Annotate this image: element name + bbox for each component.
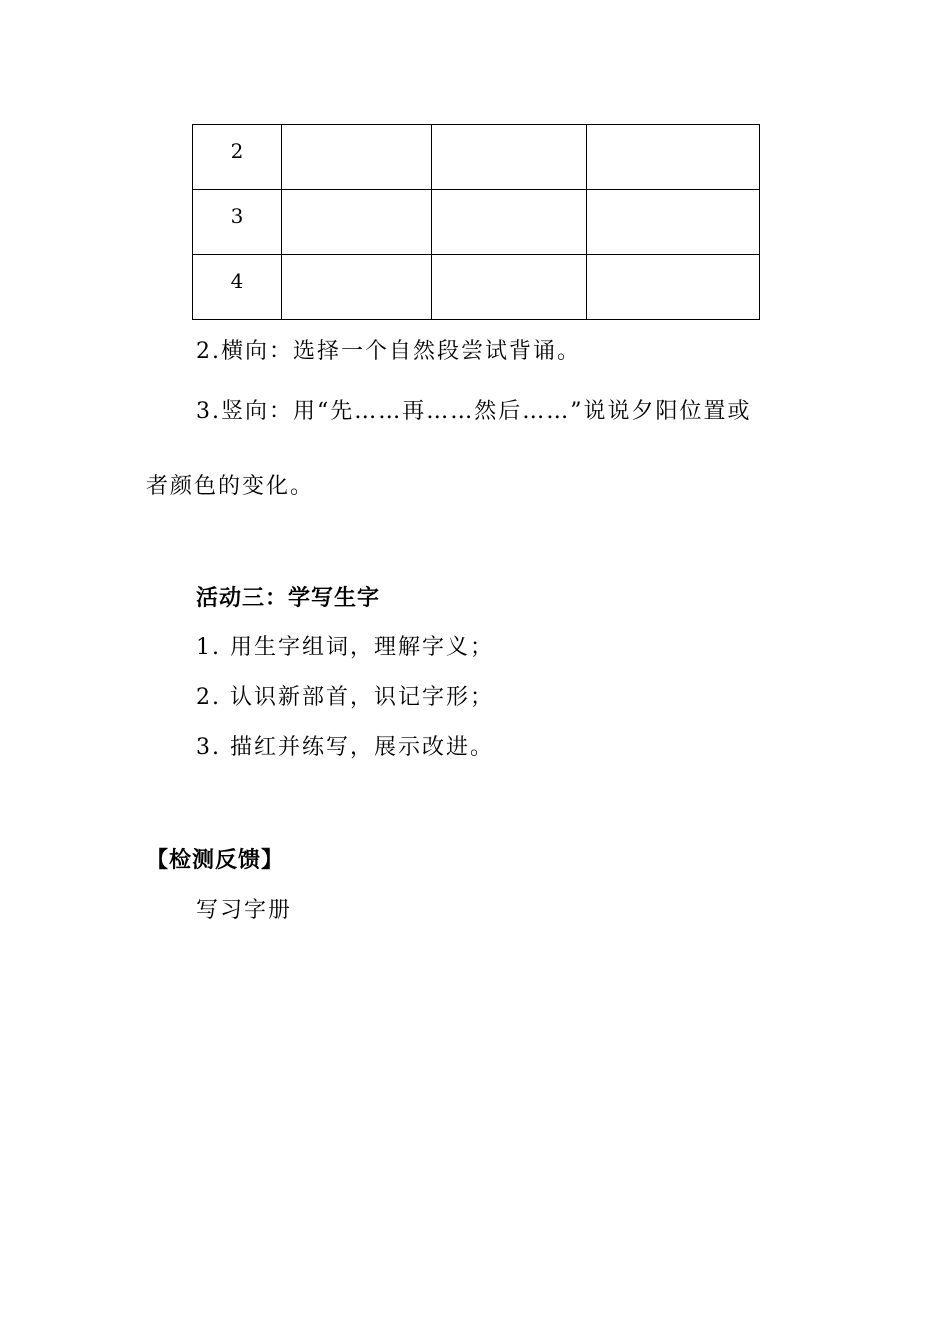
table-cell xyxy=(432,255,587,320)
table-cell xyxy=(587,255,760,320)
table-row xyxy=(193,190,760,255)
table-row xyxy=(193,255,760,320)
table-cell xyxy=(282,190,432,255)
activity3-item-1: 1. 用生字组词，理解字义； xyxy=(196,635,494,660)
feedback-heading: 【检测反馈】 xyxy=(146,848,285,873)
record-table xyxy=(192,124,760,320)
table-row xyxy=(193,125,760,190)
table-cell xyxy=(282,125,432,190)
table-cell xyxy=(432,125,587,190)
activity3-item-3: 3. 描红并练写，展示改进。 xyxy=(196,735,494,760)
table-cell xyxy=(587,190,760,255)
row-number: 4 xyxy=(193,255,282,320)
paragraph-horizontal: 2.横向：选择一个自然段尝试背诵。 xyxy=(196,339,581,364)
activity3-heading: 活动三：学写生字 xyxy=(196,586,381,611)
row-number: 2 xyxy=(193,125,282,190)
paragraph-vertical-line2: 者颜色的变化。 xyxy=(146,474,315,499)
table-cell xyxy=(282,255,432,320)
row-number: 3 xyxy=(193,190,282,255)
activity3-item-2: 2. 认识新部首，识记字形； xyxy=(196,685,494,710)
feedback-body: 写习字册 xyxy=(196,898,293,923)
table-cell xyxy=(587,125,760,190)
table-cell xyxy=(432,190,587,255)
paragraph-vertical-line1: 3.竖向：用“先……再……然后……”说说夕阳位置或 xyxy=(196,399,752,424)
